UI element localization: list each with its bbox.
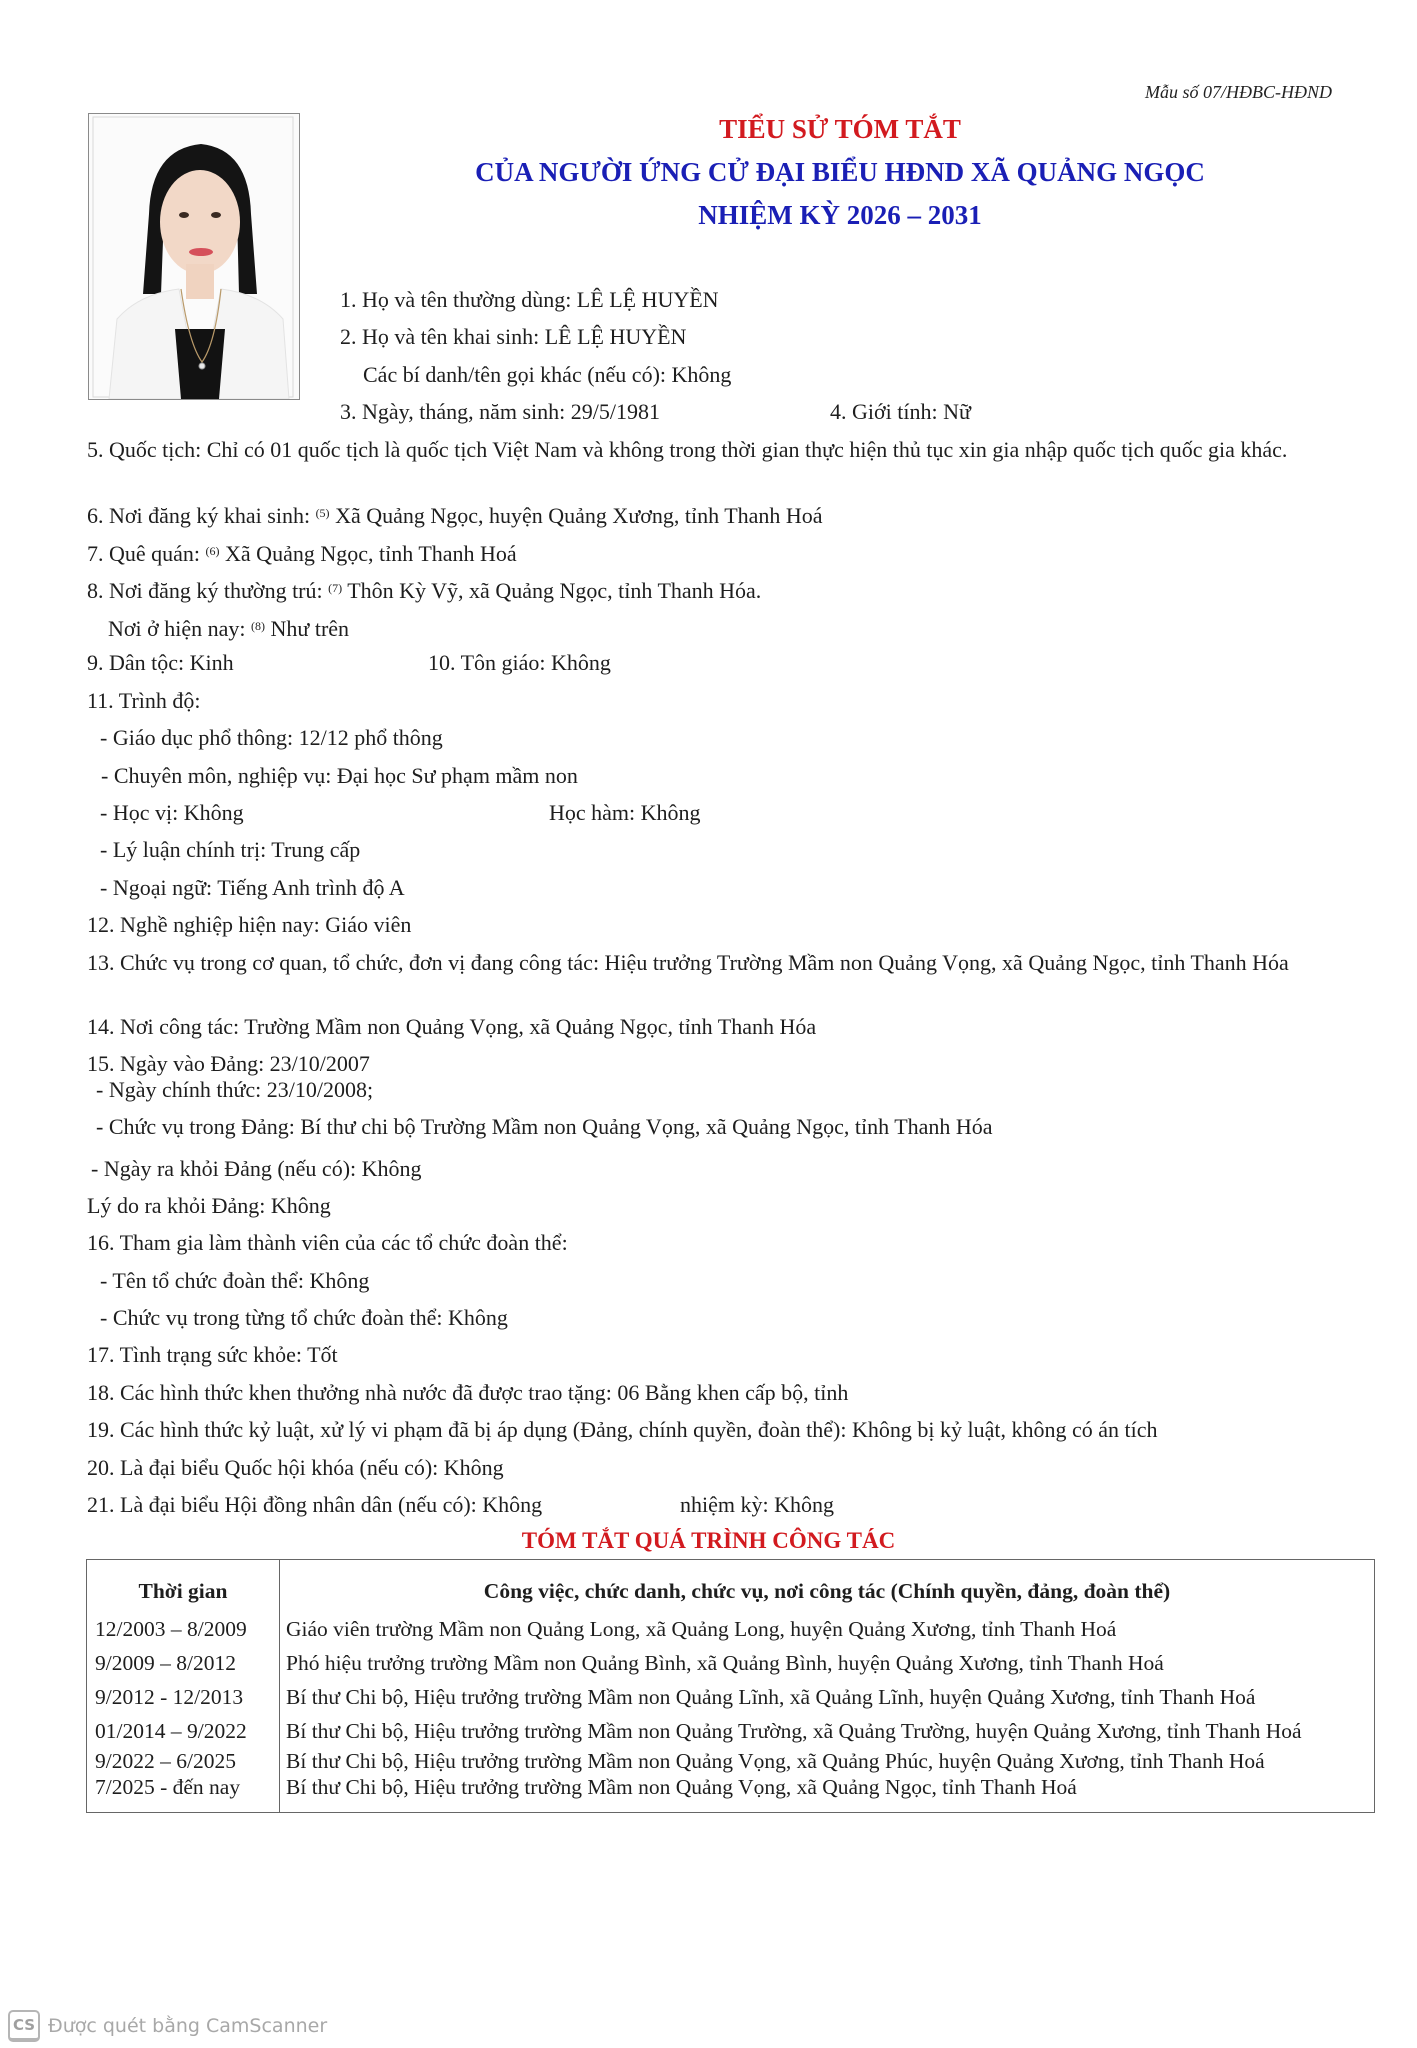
column-header-description: Công việc, chức danh, chức vụ, nơi công tác (Chính quyền, đảng, đoàn thể): [483, 1579, 1171, 1603]
description-cell: Phó hiệu trưởng trường Mầm non Quảng Bình, xã Quảng Bình, huyện Quảng Xương, tỉnh Thanh Hoá: [286, 1651, 1164, 1675]
footnote-ref: (7): [328, 581, 343, 595]
field-party-leave-date: - Ngày ra khỏi Đảng (nếu có): Không: [91, 1156, 422, 1181]
field-peoples-council: 21. Là đại biểu Hội đồng nhân dân (nếu có): Không: [87, 1492, 543, 1517]
camscanner-watermark: [8, 2010, 327, 2042]
work-history-title: TÓM TẮT QUÁ TRÌNH CÔNG TÁC: [521, 1528, 896, 1553]
period-cell: 9/2009 – 8/2012: [87, 1646, 280, 1680]
field-political-theory: - Lý luận chính trị: Trung cấp: [100, 837, 361, 862]
field-awards: 18. Các hình thức khen thưởng nhà nước đã được trao tặng: 06 Bằng khen cấp bộ, tỉnh: [87, 1380, 849, 1405]
field-party-join-date: 15. Ngày vào Đảng: 23/10/2007: [87, 1051, 370, 1076]
field-academic-title: Học hàm: Không: [549, 800, 701, 825]
doc-term: NHIỆM KỲ 2026 – 2031: [698, 200, 982, 230]
field-permanent-residence: [87, 575, 761, 604]
field-general-education: - Giáo dục phổ thông: 12/12 phổ thông: [100, 725, 443, 750]
field-organization-name: - Tên tổ chức đoàn thể: Không: [100, 1268, 370, 1293]
table-row: [87, 1714, 1375, 1748]
table-row: [87, 1748, 1375, 1774]
doc-title: TIỂU SỬ TÓM TẮT: [719, 114, 961, 144]
field-peoples-council-term: nhiệm kỳ: Không: [680, 1492, 834, 1517]
description-cell: Bí thư Chi bộ, Hiệu trưởng trường Mầm non Quảng Lĩnh, xã Quảng Lĩnh, huyện Quảng Xương, tỉnh Thanh Hoá: [286, 1685, 1256, 1709]
field-workplace: 14. Nơi công tác: Trường Mầm non Quảng Vọng, xã Quảng Ngọc, tỉnh Thanh Hóa: [87, 1014, 817, 1039]
column-header-period: Thời gian: [87, 1560, 280, 1613]
period-cell: 9/2012 - 12/2013: [87, 1680, 280, 1714]
footnote-ref: (6): [205, 544, 220, 558]
camscanner-logo-icon: CS: [8, 2010, 40, 2042]
table-row: [87, 1680, 1375, 1714]
footnote-ref: (8): [251, 619, 266, 633]
field-occupation: 12. Nghề nghiệp hiện nay: Giáo viên: [87, 912, 412, 937]
label: Nơi ở hiện nay:: [108, 616, 246, 641]
field-ethnicity: 9. Dân tộc: Kinh: [87, 650, 234, 675]
field-education-heading: 11. Trình độ:: [87, 688, 201, 713]
field-nationality: 5. Quốc tịch: Chỉ có 01 quốc tịch là quốc tịch Việt Nam và không trong thời gian thực hiện thủ tục xin gia nhập quốc tịch quốc gia khác.: [87, 437, 1288, 462]
table-row: [87, 1646, 1375, 1680]
description-cell: Bí thư Chi bộ, Hiệu trưởng trường Mầm non Quảng Vọng, xã Quảng Ngọc, tỉnh Thanh Hoá: [286, 1775, 1077, 1799]
field-party-position: - Chức vụ trong Đảng: Bí thư chi bộ Trường Mầm non Quảng Vọng, xã Quảng Ngọc, tỉnh Thanh Hóa: [96, 1114, 993, 1139]
doc-subtitle: CỦA NGƯỜI ỨNG CỬ ĐẠI BIỂU HĐND XÃ QUẢNG NGỌC: [475, 157, 1205, 187]
field-current-residence: [108, 613, 349, 642]
field-profession: - Chuyên môn, nghiệp vụ: Đại học Sư phạm mầm non: [101, 763, 578, 788]
table-header-row: [87, 1560, 1375, 1613]
field-party-leave-reason: Lý do ra khỏi Đảng: Không: [87, 1193, 331, 1218]
field-foreign-language: - Ngoại ngữ: Tiếng Anh trình độ A: [100, 875, 405, 900]
value: Thôn Kỳ Vỹ, xã Quảng Ngọc, tỉnh Thanh Hóa.: [347, 578, 762, 603]
field-birth-registration: [87, 500, 823, 529]
field-dob: 3. Ngày, tháng, năm sinh: 29/5/1981: [340, 399, 660, 424]
period-cell: 7/2025 - đến nay: [87, 1774, 280, 1813]
period-cell: 01/2014 – 9/2022: [87, 1714, 280, 1748]
value: Xã Quảng Ngọc, huyện Quảng Xương, tỉnh Thanh Hoá: [335, 503, 823, 528]
field-hometown: [87, 538, 517, 567]
candidate-photo: [88, 113, 300, 400]
field-organization-position: - Chức vụ trong từng tổ chức đoàn thể: Không: [100, 1305, 508, 1330]
field-position: 13. Chức vụ trong cơ quan, tổ chức, đơn vị đang công tác: Hiệu trưởng Trường Mầm non Quảng Vọng, xã Quảng Ngọc, tỉnh Thanh Hóa: [87, 950, 1289, 975]
form-number: Mẫu số 07/HĐBC-HĐND: [1145, 82, 1332, 102]
field-organizations-heading: 16. Tham gia làm thành viên của các tổ chức đoàn thể:: [87, 1230, 568, 1255]
period-cell: 12/2003 – 8/2009: [87, 1612, 280, 1646]
work-history-table: [86, 1559, 1375, 1813]
field-common-name: 1. Họ và tên thường dùng: LÊ LỆ HUYỀN: [340, 287, 719, 312]
field-health: 17. Tình trạng sức khỏe: Tốt: [87, 1342, 338, 1367]
field-party-official-date: - Ngày chính thức: 23/10/2008;: [96, 1077, 374, 1102]
description-cell: Bí thư Chi bộ, Hiệu trưởng trường Mầm non Quảng Vọng, xã Quảng Phúc, huyện Quảng Xương, tỉnh Thanh Hoá: [286, 1749, 1265, 1773]
watermark-text: Được quét bằng CamScanner: [48, 2015, 328, 2037]
field-religion: 10. Tôn giáo: Không: [428, 650, 611, 675]
label: 8. Nơi đăng ký thường trú:: [87, 578, 323, 603]
field-alias: Các bí danh/tên gọi khác (nếu có): Không: [363, 362, 732, 387]
footnote-ref: (5): [315, 506, 330, 520]
field-academic-degree: - Học vị: Không: [100, 800, 244, 825]
field-gender: 4. Giới tính: Nữ: [830, 399, 971, 424]
period-cell: 9/2022 – 6/2025: [87, 1748, 280, 1774]
field-birth-name: 2. Họ và tên khai sinh: LÊ LỆ HUYỀN: [340, 324, 687, 349]
field-national-assembly: 20. Là đại biểu Quốc hội khóa (nếu có): Không: [87, 1455, 504, 1480]
label: 7. Quê quán:: [87, 541, 201, 566]
table-row: [87, 1612, 1375, 1646]
field-discipline: 19. Các hình thức kỷ luật, xử lý vi phạm đã bị áp dụng (Đảng, chính quyền, đoàn thể): Không bị kỷ luật, không có án tích: [87, 1417, 1158, 1442]
value: Như trên: [270, 616, 350, 641]
value: Xã Quảng Ngọc, tỉnh Thanh Hoá: [225, 541, 517, 566]
portrait-image: [89, 114, 299, 399]
label: 6. Nơi đăng ký khai sinh:: [87, 503, 311, 528]
description-cell: Giáo viên trường Mầm non Quảng Long, xã Quảng Long, huyện Quảng Xương, tỉnh Thanh Hoá: [286, 1617, 1117, 1641]
table-row: [87, 1774, 1375, 1813]
description-cell: Bí thư Chi bộ, Hiệu trưởng trường Mầm non Quảng Trường, xã Quảng Trường, huyện Quảng Xương, tỉnh Thanh Hoá: [286, 1719, 1302, 1743]
